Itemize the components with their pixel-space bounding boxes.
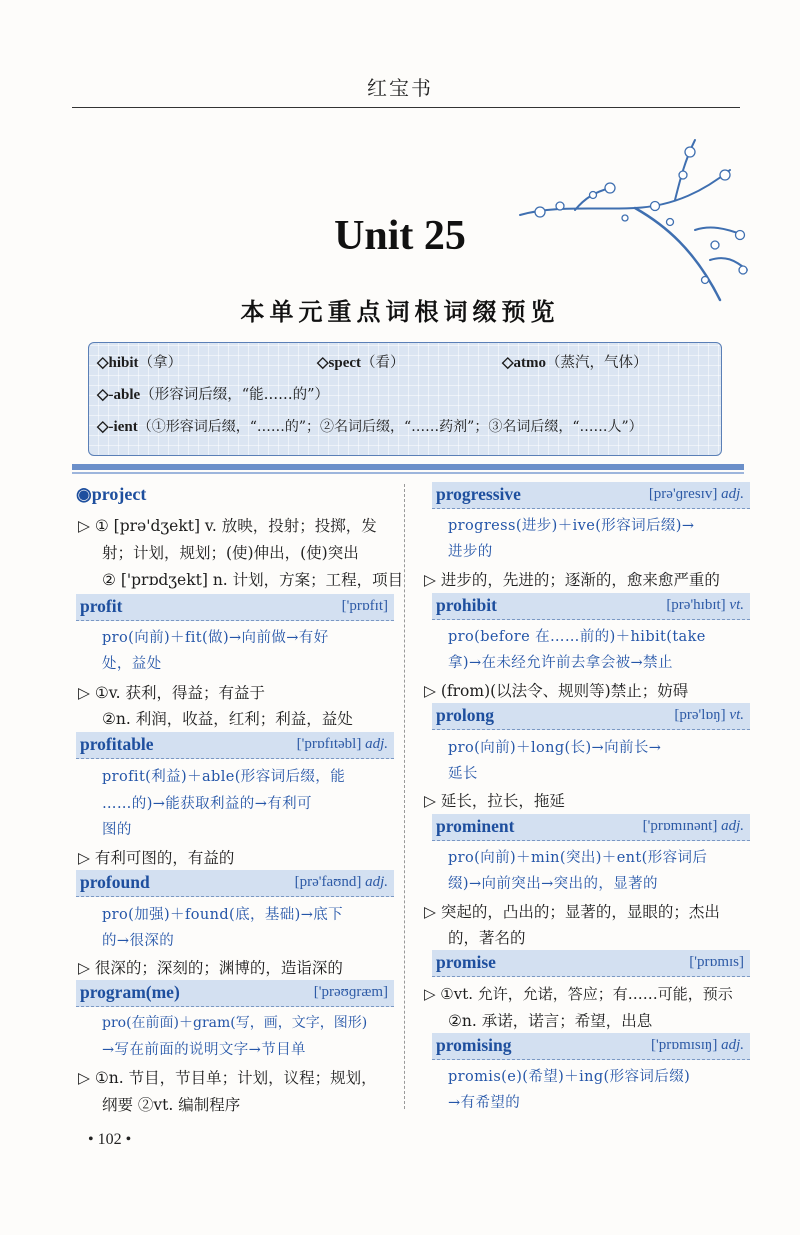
pronunciation: [prə'faʊnd] adj.	[294, 874, 388, 890]
etymology-line: promis(e)(希望)＋ing(形容词后缀)	[448, 1069, 691, 1085]
section-divider-thin	[72, 472, 744, 474]
preview-item-spect: ◇spect（看）	[317, 355, 405, 371]
etymology-line: 的→很深的	[102, 933, 175, 949]
meaning-line: ② ['prɒdʒekt] n. 计划，方案；工程，项目	[102, 571, 404, 589]
pronunciation: ['prɒmɪs]	[689, 954, 744, 970]
meaning-line: ▷ 有利可图的，有益的	[78, 849, 235, 867]
etymology-line: pro(向前)＋fit(做)→向前做→有好	[102, 630, 329, 646]
etymology-line: 缀)→向前突出→突出的，显著的	[448, 876, 658, 892]
headword-promise: promise	[436, 952, 496, 972]
etymology-line: pro(before 在……前的)＋hibit(take	[448, 629, 706, 645]
headword-profit: profit	[80, 596, 123, 616]
meaning-line: ▷ ①vt. 允许，允诺，答应；有……可能，预示	[424, 985, 733, 1003]
pronunciation: [prə'ɡresɪv] adj.	[648, 486, 744, 502]
etymology-line: pro(在前面)＋gram(写，画，文字，图形)	[102, 1015, 368, 1031]
headword-program: program(me)	[80, 982, 180, 1002]
etymology-line: →有希望的	[448, 1095, 521, 1111]
etymology-line: pro(向前)＋min(突出)＋ent(形容词后	[448, 850, 708, 866]
etymology-line: →写在前面的说明文字→节目单	[102, 1042, 306, 1058]
meaning-line: ②n. 利润，收益，红利；利益，益处	[102, 710, 353, 728]
headword-bar	[76, 732, 394, 759]
meaning-line: ▷ ①v. 获利，得益；有益于	[78, 684, 266, 702]
meaning-line: ▷ ①n. 节目，节目单；计划，议程；规划，	[78, 1069, 377, 1087]
headword-profound: profound	[80, 872, 150, 892]
page-number: • 102 •	[88, 1131, 132, 1148]
headword-bar	[76, 594, 394, 621]
pronunciation: ['prəʊɡræm]	[313, 984, 388, 1000]
etymology-line: pro(向前)＋long(长)→向前长→	[448, 740, 662, 756]
meaning-line: 射；计划，规划；(使)伸出，(使)突出	[102, 544, 359, 562]
etymology-line: progress(进步)＋ive(形容词后缀)→	[448, 518, 695, 534]
preview-item-hibit: ◇hibit（拿）	[97, 355, 183, 371]
pronunciation: ['prɒfɪtəbl] adj.	[296, 736, 388, 752]
meaning-line: ▷ ① [prə'dʒekt] v. 放映，投射；投掷，发	[78, 517, 377, 535]
etymology-line: ……的)→能获取利益的→有利可	[102, 796, 312, 812]
meaning-line: ▷ 进步的，先进的；逐渐的，愈来愈严重的	[424, 571, 720, 589]
headword-prominent: prominent	[436, 816, 515, 836]
headword-bar	[432, 950, 750, 977]
headword-bar	[432, 482, 750, 509]
root-affix-preview-box	[88, 342, 722, 456]
headword-progressive: progressive	[436, 484, 521, 504]
page-header-title: 红宝书	[367, 76, 433, 100]
headword-bar	[76, 870, 394, 897]
preview-item-ient: ◇-ient（①形容词后缀，“……的”；②名词后缀，“……药剂”；③名词后缀，“……人”）	[97, 419, 643, 435]
etymology-line: 图的	[102, 822, 132, 838]
section-subtitle: 本单元重点词根词缀预览	[240, 297, 560, 326]
preview-item-able: ◇-able（形容词后缀，“能……的”）	[97, 387, 330, 403]
pronunciation: ['prɒfɪt]	[341, 598, 388, 614]
pronunciation: ['prɒmɪsɪŋ] adj.	[651, 1037, 744, 1053]
headword-promising: promising	[436, 1035, 512, 1055]
meaning-line: ②n. 承诺，诺言；希望，出息	[448, 1012, 653, 1030]
meaning-line: 的，著名的	[448, 929, 526, 947]
headword-prolong: prolong	[436, 705, 495, 725]
headword-bar	[432, 593, 750, 620]
headword-bar	[432, 703, 750, 730]
etymology-line: profit(利益)＋able(形容词后缀，能	[102, 769, 346, 785]
headword-bar	[432, 1033, 750, 1060]
meaning-line: ▷ 延长，拉长，拖延	[424, 792, 565, 810]
meaning-line: ▷ 很深的；深刻的；渊博的，造诣深的	[78, 959, 343, 977]
etymology-line: 拿)→在未经允许前去拿会被→禁止	[448, 655, 673, 671]
pronunciation: ['prɒmɪnənt] adj.	[642, 818, 744, 834]
headword-prohibit: prohibit	[436, 595, 497, 615]
etymology-line: 处，益处	[102, 656, 162, 672]
etymology-line: 进步的	[448, 544, 493, 560]
headword-bar	[76, 980, 394, 1007]
headword-bar	[432, 814, 750, 841]
headword-profitable: profitable	[80, 734, 154, 754]
headword-project: ◉project	[76, 484, 147, 504]
etymology-line: pro(加强)＋found(底，基础)→底下	[102, 907, 344, 923]
meaning-line: ▷ 突起的，凸出的；显著的，显眼的；杰出	[424, 903, 720, 921]
meaning-line: 纲要 ②vt. 编制程序	[102, 1096, 241, 1114]
meaning-line: ▷ (from)(以法令、规则等)禁止；妨碍	[424, 682, 689, 700]
etymology-line: 延长	[448, 766, 478, 782]
column-divider	[404, 484, 405, 1109]
unit-title: Unit 25	[334, 213, 466, 259]
section-divider-band	[72, 464, 744, 470]
header-rule	[72, 107, 740, 108]
pronunciation: [prə'lɒŋ] vt.	[674, 707, 744, 723]
preview-item-atmo: ◇atmo（蒸汽，气体）	[502, 355, 648, 371]
pronunciation: [prə'hɪbɪt] vt.	[666, 597, 744, 613]
